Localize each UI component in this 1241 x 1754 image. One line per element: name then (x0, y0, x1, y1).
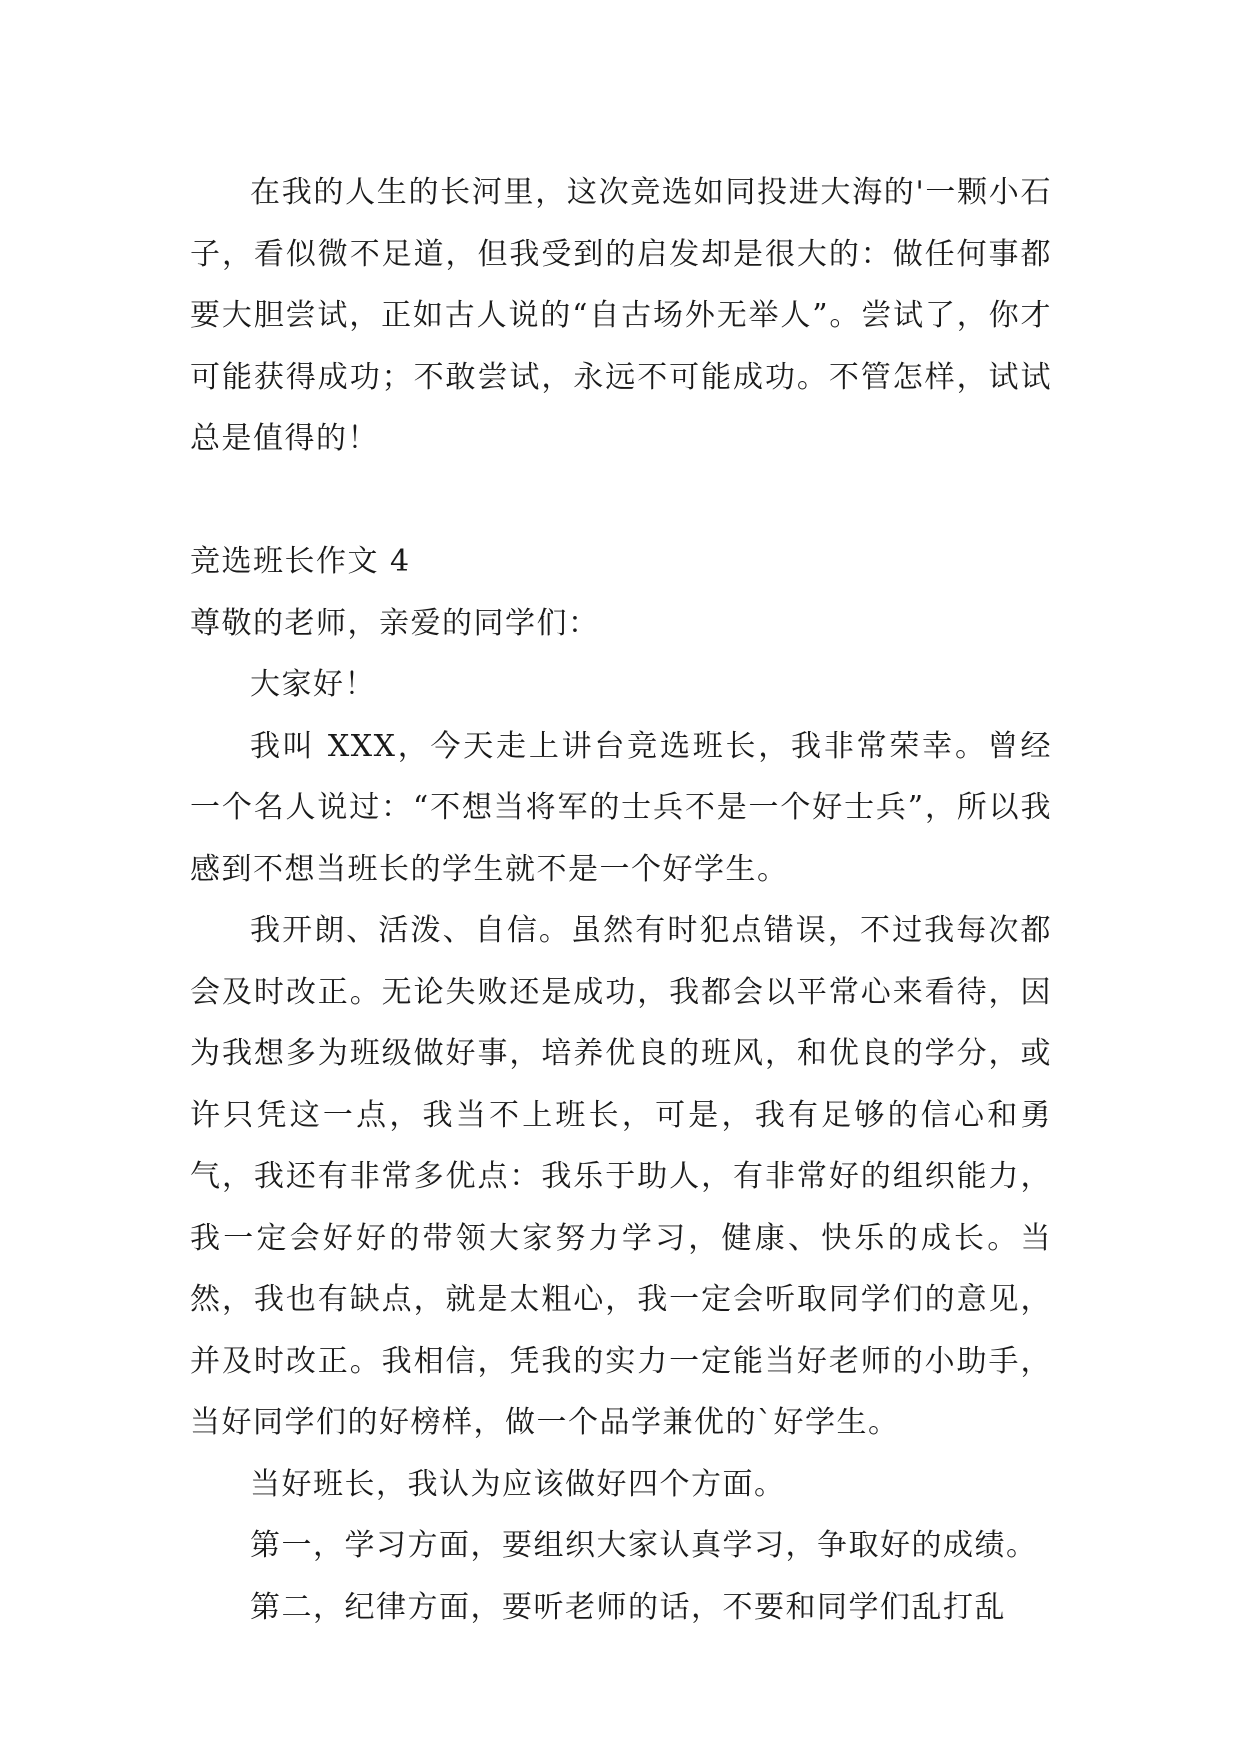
greeting: 大家好！ (250, 667, 376, 702)
essay-title: 竞选班长作文 4 (190, 544, 411, 579)
paragraph-gap (190, 470, 1052, 532)
salutation: 尊敬的老师，亲爱的同学们： (190, 605, 600, 641)
paragraph-reflection: 在我的人生的长河里，这次竞选如同投进大海的'一颗小石子，看似微不足道，但我受到的启发却是很大的：做任何事都要大胆尝试，正如古人说的“自古场外无举人”。尝试了，你才可能获得成功；不敢尝试，永远不可能成功。不管怎样，试试总是值得的！ (190, 175, 1052, 456)
paragraph-study: 第一，学习方面，要组织大家认真学习，争取好的成绩。 (250, 1528, 1038, 1563)
paragraph-self-description: 我开朗、活泼、自信。虽然有时犯点错误，不过我每次都会及时改正。无论失败还是成功，我都会以平常心来看待，因为我想多为班级做好事，培养优良的班风，和优良的学分，或许只凭这一点，我当不上班长，可是，我有足够的信心和勇气，我还有非常多优点：我乐于助人，有非常好的组织能力，我一定会好好的带领大家努力学习，健康、快乐的成长。当然，我也有缺点，就是太粗心，我一定会听取同学们的意见，并及时改正。我相信，凭我的实力一定能当好老师的小助手，当好同学们的好榜样，做一个品学兼优的`好学生。 (190, 913, 1052, 1440)
paragraph-introduction: 我叫 XXX，今天走上讲台竞选班长，我非常荣幸。曾经一个名人说过：“不想当将军的士兵不是一个好士兵”，所以我感到不想当班长的学生就不是一个好学生。 (190, 728, 1052, 887)
document-body (190, 162, 1052, 1638)
paragraph-four-aspects: 当好班长，我认为应该做好四个方面。 (250, 1466, 786, 1502)
paragraph-discipline: 第二，纪律方面，要听老师的话，不要和同学们乱打乱 (250, 1589, 1006, 1625)
